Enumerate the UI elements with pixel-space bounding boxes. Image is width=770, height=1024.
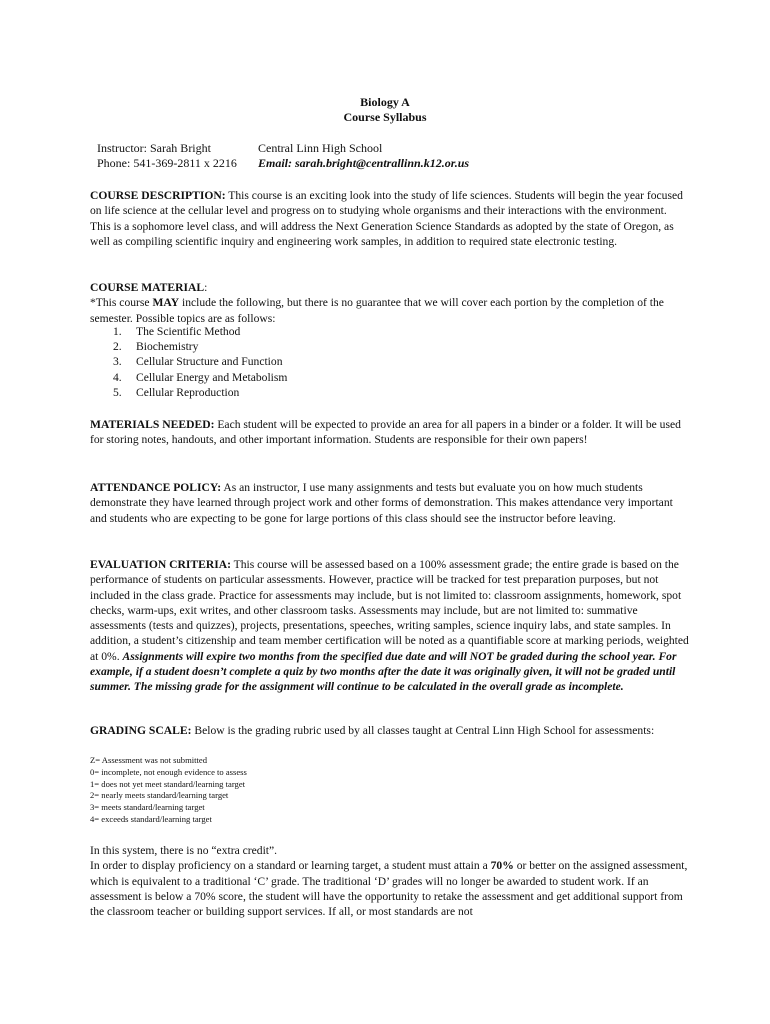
instructor-email: Email: sarah.bright@centrallinn.k12.or.us — [258, 156, 470, 170]
list-item: 2. Biochemistry — [113, 340, 199, 354]
list-item: 1= does not yet meet standard/learning target — [90, 778, 246, 789]
list-item: 2= nearly meets standard/learning target — [90, 790, 229, 801]
evaluation-criteria-heading: EVALUATION CRITERIA: — [90, 558, 231, 571]
list-item: 4. Cellular Energy and Metabolism — [113, 370, 288, 384]
course-description-heading: COURSE DESCRIPTION: — [90, 189, 226, 202]
list-item: 0= incomplete, not enough evidence to assess — [90, 766, 247, 777]
course-material-heading: COURSE MATERIAL — [90, 281, 205, 294]
school-name: Central Linn High School — [258, 141, 383, 155]
course-description-text: This course is an exciting look into the study of life sciences. Students will begin the year focused on life science at the cellular level and progress on to studying whole organisms and their interactions with the environment. This is a sophomore level class, and will address the Next Generation Science Standards as adopted by the state of Oregon, as well as compiling scientific inquiry and engineering work samples, in addition to required state electronic testing. — [90, 189, 683, 248]
grading-scale: GRADING SCALE: Below is the grading rubric used by all classes taught at Central Linn High School for assessments: — [90, 724, 655, 737]
list-item: 4= exceeds standard/learning target — [90, 813, 212, 824]
list-item: 3. Cellular Structure and Function — [113, 355, 283, 369]
evaluation-criteria: EVALUATION CRITERIA: This course will be assessed based on a 100% assessment grade; the entire grade is based on the performance of students on particular assessments. However, practice will be tracked for test preparation purposes, but not included in the class grade. Practice for assessments may include, but is not limited to: classroom assignments, homework, spot checks, warm-ups, exit writes, and other classroom tasks. Assessments may include, but are not limited to: summative assessments (tests and quizzes), projects, presentations, speeches, writing samples, science inquiry labs, and state samples. In addition, a student’s citizenship and team member certification will be noted as a quantifiable score at marking periods, weighted at 0%. Assignments will expire two months from the specified due date and will NOT be graded during the school year. For example, if a student doesn’t complete a quiz by two months after the date it was originally given, it will not be graded until summer. The missing grade for the assignment will continue to be calculated in the overall grade as incomplete. — [90, 558, 689, 694]
grading-scale-list — [90, 755, 247, 826]
expiration-notice: Assignments will expire two months from the specified due date and will NOT be graded during the school year. For example, if a student doesn’t complete a quiz by two months after the date it was originally given, it will not be graded until summer. The missing grade for the assignment will continue to be calculated in the overall grade as incomplete. — [90, 649, 677, 694]
list-item: Z= Assessment was not submitted — [90, 755, 208, 765]
materials-needed: MATERIALS NEEDED: Each student will be expected to provide an area for all papers in a binder or a folder. It will be used for storing notes, handouts, and other important information. Students are responsible for their own papers! — [90, 418, 681, 447]
course-description — [90, 188, 690, 249]
list-item: 3= meets standard/learning target — [90, 802, 205, 813]
document-title: Biology A — [360, 95, 410, 109]
document-subtitle: Course Syllabus — [343, 110, 427, 124]
list-item: 5. Cellular Reproduction — [113, 385, 240, 399]
materials-needed-heading: MATERIALS NEEDED: — [90, 418, 215, 431]
attendance-policy: ATTENDANCE POLICY: As an instructor, I use many assignments and tests but evaluate you on how much students demonstrate they have learned through project work and other forms of demonstration. This makes attendance very important and students who are expecting to be gone for large portions of this class should see the instructor before leaving. — [90, 481, 673, 525]
proficiency-section: In this system, there is no “extra credit”. In order to display proficiency on a standard or learning target, a student must attain a 70% or better on the assigned assessment, which is equivalent to a traditional ‘C’ grade. The traditional ‘D’ grades will no longer be awarded to student work. If an assessment is below a 70% score, the student will have the opportunity to retake the assessment and get additional support from the classroom teacher or building support services. If all, or most standards are not — [90, 844, 688, 919]
instructor-phone: Phone: 541-369-2811 x 2216 — [97, 156, 237, 170]
attendance-policy-heading: ATTENDANCE POLICY: — [90, 481, 222, 494]
instructor-name: Instructor: Sarah Bright — [97, 141, 211, 155]
list-item: 1. The Scientific Method — [113, 325, 241, 338]
topic-list — [113, 324, 287, 400]
grading-scale-heading: GRADING SCALE: — [90, 724, 192, 737]
course-material: COURSE MATERIAL: *This course MAY include the following, but there is no guarantee that we will cover each portion by the completion of the semester. Possible topics are as follows: — [90, 281, 664, 325]
